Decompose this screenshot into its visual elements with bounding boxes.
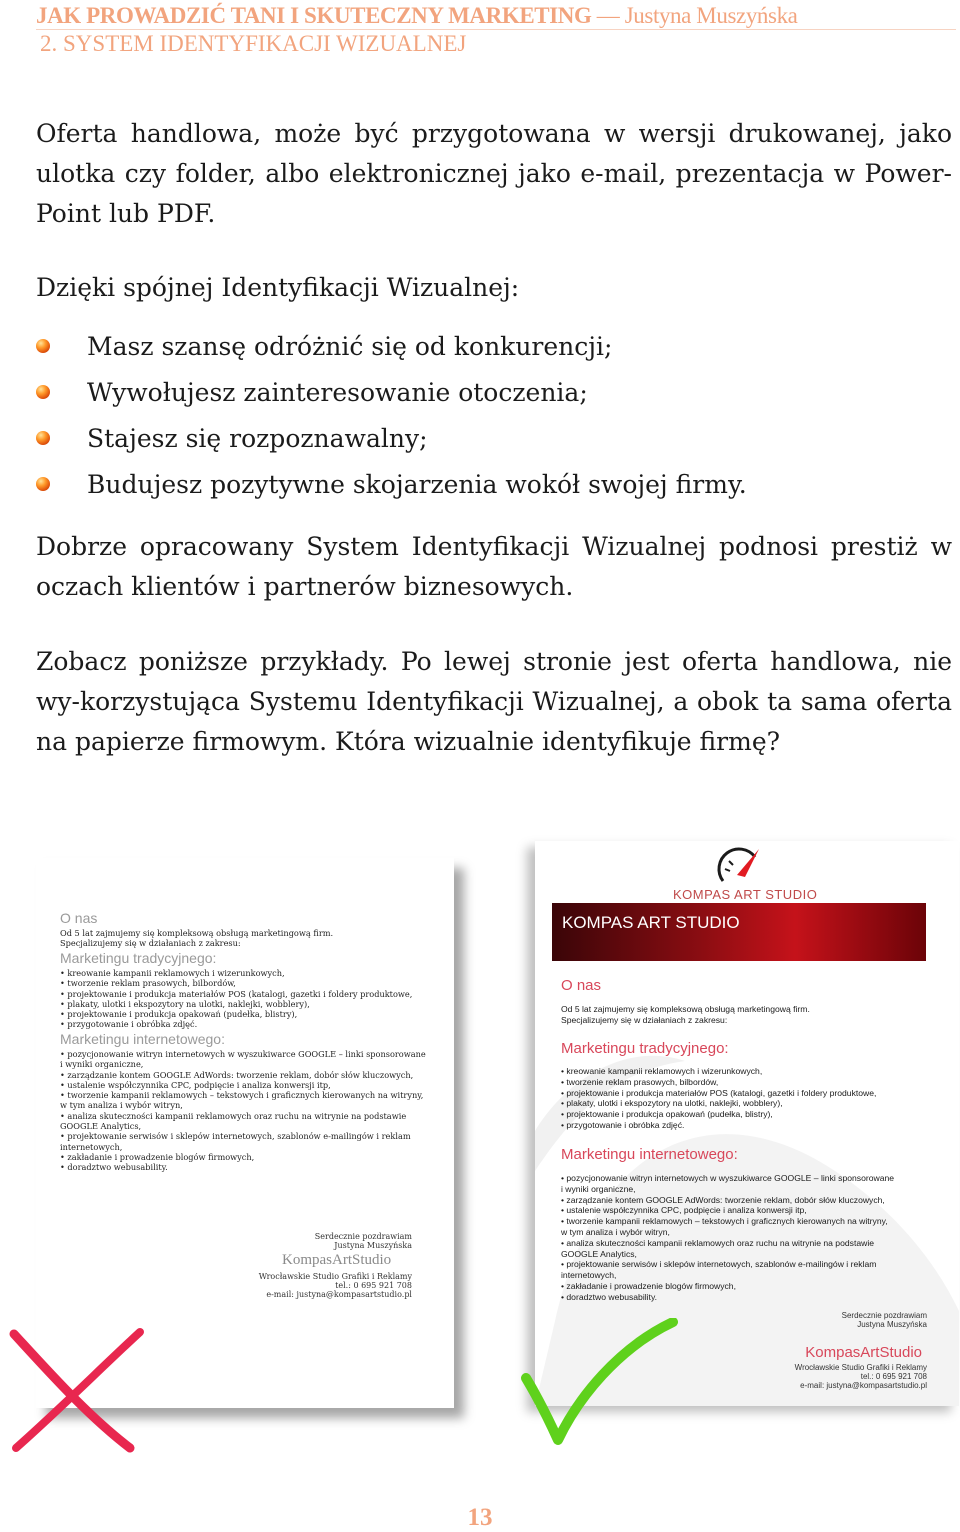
offer-internet-list: • pozycjonowanie witryn internetowych w wyszukiwarce GOOGLE – linki sponsorowane i wyniki organiczne, • zarządzanie kontem GOOGLE AdWords: tworzenie reklam, dobór słów kluczowych, • ustalenie współczynnika CPC, podpięcie i analiza konwersji itp, • tworzenie kampanii reklamowych – tekstowych i graficznych kierowanych na witryny, w tym analiza i wybór witryn, • analiza skuteczności kampanii reklamowych oraz ruchu na witrynie na podstawie GOOGLE Analytics, • projektowanie serwisów i sklepów internetowych, szablonów e-mailingów i reklam internetowych, • zakładanie i prowadzenie blogów firmowych, • doradztwo webusability. — [60, 1049, 426, 1173]
list-item: Masz szansę odróżnić się od konkurencji; — [36, 325, 747, 371]
offer-heading-about: O nas — [561, 977, 602, 994]
cross-mark-icon — [8, 1326, 148, 1456]
offer-brand: KompasArtStudio — [805, 1344, 922, 1361]
offer-heading-internet: Marketingu internetowego: — [561, 1146, 738, 1163]
list-item: Stajesz się rozpoznawalny; — [36, 417, 747, 463]
header-rule — [36, 29, 956, 30]
list-item: Wywołujesz zainteresowanie otoczenia; — [36, 371, 747, 417]
offer-heading-internet: Marketingu internetowego: — [60, 1031, 225, 1047]
bullet-icon — [36, 431, 50, 445]
page-number: 13 — [467, 1504, 493, 1531]
offer-heading-about: O nas — [60, 910, 98, 926]
offer-brand: KompasArtStudio — [282, 1252, 392, 1268]
letterhead-banner: KOMPAS ART STUDIO — [552, 903, 926, 961]
offer-contact: Wrocławskie Studio Grafiki i Reklamy tel.: 0 695 921 708 e-mail: justyna@kompasartstudio.pl — [794, 1363, 927, 1390]
offer-about-text: Od 5 lat zajmujemy się kompleksową obsługą marketingową firm. Specjalizujemy się w działaniach z zakresu: — [60, 928, 334, 949]
running-header — [36, 3, 797, 29]
offer-traditional-list: • kreowanie kampanii reklamowych i wizerunkowych, • tworzenie reklam prasowych, bilbordów, • projektowanie i produkcja materiałów POS (katalogi, gazetki i foldery produktowe, • plakaty, ulotki i ekspozytory na ulotki, naklejki, wobblery), • projektowanie i produkcja opakowań (pudełka, blistry), • przygotowanie i obróbka zdjęć. — [561, 1066, 877, 1130]
logo-wordmark: KOMPAS ART STUDIO — [673, 887, 818, 902]
offer-heading-traditional: Marketingu tradycyjnego: — [60, 950, 217, 966]
offer-internet-list: • pozycjonowanie witryn internetowych w wyszukiwarce GOOGLE – linki sponsorowane i wyniki organiczne, • zarządzanie kontem GOOGLE AdWords: tworzenie reklam, dobór słów kluczowych, • ustalenie współczynnika CPC, podpięcie i analiza konwersji itp, • tworzenie kampanii reklamowych – tekstowych i graficznych kierowanych na witryny, w tym analiza i wybór witryn, • analiza skuteczności kampanii reklamowych oraz ruchu na witrynie na podstawie GOOGLE Analytics, • projektowanie serwisów i sklepów internetowych, szablonów e-mailingów i reklam internetowych, • zakładanie i prowadzenie blogów firmowych, • doradztwo webusability. — [561, 1173, 895, 1302]
paragraph-benefits-intro: Dzięki spójnej Identyfikacji Wizualnej: — [36, 273, 520, 302]
offer-heading-traditional: Marketingu tradycyjnego: — [561, 1040, 729, 1057]
bullet-icon — [36, 385, 50, 399]
book-title: JAK PROWADZIĆ TANI I SKUTECZNY MARKETING — [36, 3, 592, 28]
offer-traditional-list: • kreowanie kampanii reklamowych i wizerunkowych, • tworzenie reklam prasowych, bilbordów, • projektowanie i produkcja materiałów POS (katalogi, gazetki i foldery produktowe, • plakaty, ulotki i ekspozytory na ulotki, naklejki, wobblery), • projektowanie i produkcja opakowań (pudełka, blistry), • przygotowanie i obróbka zdjęć. — [60, 968, 413, 1030]
paragraph-examples: Zobacz poniższe przykłady. Po lewej stronie jest oferta handlowa, nie wy-korzystująca Systemu Identyfikacji Wizualnej, a obok ta sama oferta na papierze firmowym. Która wizualnie identyfikuje firmę? — [36, 647, 952, 756]
check-mark-icon — [518, 1318, 678, 1448]
bullet-icon — [36, 339, 50, 353]
list-item: Budujesz pozytywne skojarzenia wokół swojej firmy. — [36, 463, 747, 509]
compass-logo-icon — [715, 845, 765, 889]
offer-about-text: Od 5 lat zajmujemy się kompleksową obsługą marketingową firm. Specjalizujemy się w działaniach z zakresu: — [561, 1004, 810, 1025]
offer-contact: Wrocławskie Studio Grafiki i Reklamy tel.: 0 695 921 708 e-mail: justyna@kompasartstudio.pl — [258, 1272, 412, 1299]
offer-signature: Serdecznie pozdrawiam Justyna Muszyńska — [314, 1232, 412, 1250]
chapter-title: 2. SYSTEM IDENTYFIKACJI WIZUALNEJ — [40, 31, 467, 56]
paragraph-prestige: Dobrze opracowany System Identyfikacji Wizualnej podnosi prestiż w oczach klientów i partnerów biznesowych. — [36, 532, 952, 601]
bullet-icon — [36, 477, 50, 491]
offer-signature: Serdecznie pozdrawiam Justyna Muszyńska — [841, 1311, 927, 1329]
benefits-list — [36, 325, 747, 509]
author-name: — Justyna Muszyńska — [591, 3, 798, 28]
paragraph-offer: Oferta handlowa, może być przygotowana w wersji drukowanej, jako ulotka czy folder, albo elektronicznej jako e-mail, prezentacja w Power-Point lub PDF. — [36, 119, 952, 228]
